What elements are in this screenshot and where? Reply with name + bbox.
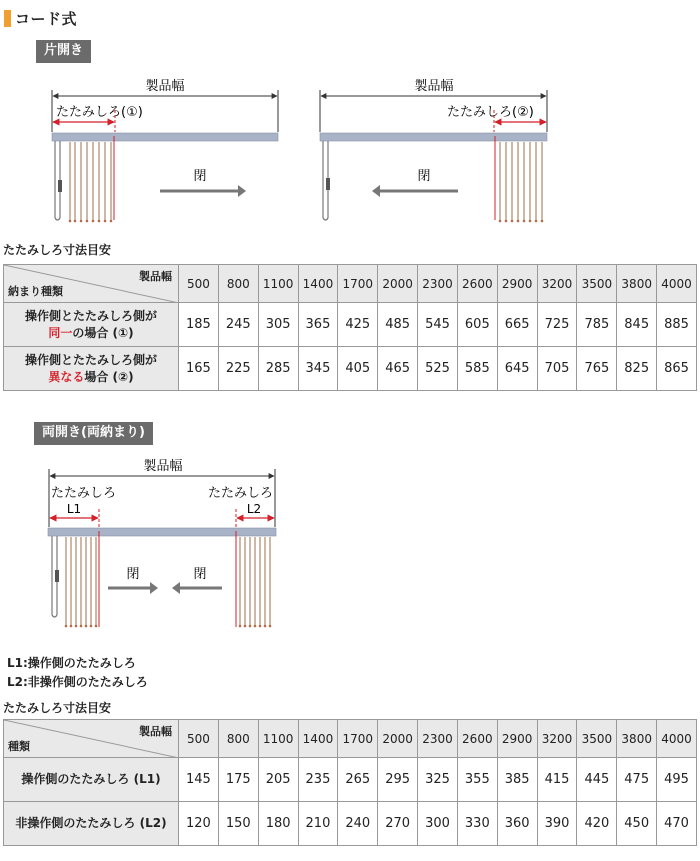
table2-width-cell: 2600	[457, 720, 497, 758]
row-label-emphasis: 異なる	[48, 369, 85, 384]
product-width-label-3: 製品幅	[143, 459, 183, 474]
table2-width-cell: 1700	[338, 720, 378, 758]
close-label-2: 閉	[417, 169, 431, 184]
single-open-tag: 片開き	[36, 40, 91, 63]
stack-label-2: たたみしろ(②)	[447, 105, 534, 120]
table1-width-cell: 2600	[457, 265, 497, 303]
table-cell: 295	[378, 758, 418, 802]
table1-corner-cell	[4, 265, 179, 303]
table-cell: 845	[617, 303, 657, 347]
note-l2: L2:非操作側のたたみしろ	[7, 675, 148, 689]
title-accent-bar	[4, 10, 11, 27]
table-cell: 545	[418, 303, 458, 347]
table-cell: 185	[179, 303, 219, 347]
table-cell: 465	[378, 347, 418, 391]
stack-label-1: たたみしろ(①)	[56, 105, 143, 120]
table1-width-cell: 1700	[338, 265, 378, 303]
table-cell: 705	[537, 347, 577, 391]
double-open-table	[3, 719, 697, 846]
table-cell: 585	[457, 347, 497, 391]
single-diagram-2	[320, 78, 547, 222]
section-title-text: コード式	[15, 10, 78, 28]
stack-label-left: たたみしろ	[51, 486, 117, 501]
table-cell: 245	[218, 303, 258, 347]
table-row	[4, 802, 697, 846]
table1-width-cell: 2300	[418, 265, 458, 303]
table-cell: 285	[258, 347, 298, 391]
table2-row-label: 操作側のたたみしろ (L1)	[4, 758, 179, 802]
table-cell: 270	[378, 802, 418, 846]
table-row	[4, 303, 697, 347]
table2-width-cell: 2300	[418, 720, 458, 758]
table2-width-cell: 800	[218, 720, 258, 758]
section-title	[4, 8, 77, 29]
table-cell: 240	[338, 802, 378, 846]
table-cell: 765	[577, 347, 617, 391]
table-cell: 865	[657, 347, 697, 391]
table1-header-row	[4, 265, 697, 303]
table-cell: 495	[657, 758, 697, 802]
table2-width-cell: 3500	[577, 720, 617, 758]
table1-width-cell: 500	[179, 265, 219, 303]
table1-width-cell: 2000	[378, 265, 418, 303]
table2-header-row	[4, 720, 697, 758]
close-label-left: 閉	[126, 567, 140, 582]
table1-width-cell: 3500	[577, 265, 617, 303]
table1-width-cell: 3200	[537, 265, 577, 303]
table2-width-cell: 3800	[617, 720, 657, 758]
table-cell: 180	[258, 802, 298, 846]
table2-width-cell: 2000	[378, 720, 418, 758]
table-cell: 235	[298, 758, 338, 802]
table1-width-cell: 4000	[657, 265, 697, 303]
table-cell: 485	[378, 303, 418, 347]
table2-width-cell: 3200	[537, 720, 577, 758]
table-cell: 325	[418, 758, 458, 802]
close-label-1: 閉	[193, 169, 207, 184]
table-cell: 150	[218, 802, 258, 846]
table-cell: 265	[338, 758, 378, 802]
product-width-label-2: 製品幅	[414, 79, 454, 94]
double-open-tag: 両開き(両納まり)	[34, 422, 153, 445]
table2-width-cell: 1100	[258, 720, 298, 758]
table2-corner-bottom: 種類	[8, 740, 30, 753]
table2-width-cell: 500	[179, 720, 219, 758]
table-row	[4, 758, 697, 802]
table-cell: 725	[537, 303, 577, 347]
single-diagram-1	[52, 78, 278, 222]
row-label-rest: の場合 (①)	[72, 325, 134, 340]
close-label-right: 閉	[193, 567, 207, 582]
table-cell: 665	[497, 303, 537, 347]
row-label-line1: 操作側とたたみしろ側が	[24, 352, 157, 367]
table-cell: 300	[418, 802, 458, 846]
l1-label: L1	[66, 502, 82, 516]
table1-width-cell: 1100	[258, 265, 298, 303]
table-cell: 225	[218, 347, 258, 391]
table-cell: 305	[258, 303, 298, 347]
stack-label-right: たたみしろ	[207, 486, 273, 501]
row-label-rest: 場合 (②)	[84, 369, 134, 384]
table-cell: 605	[457, 303, 497, 347]
table-cell: 445	[577, 758, 617, 802]
table2-width-cell: 4000	[657, 720, 697, 758]
table1-title: たたみしろ寸法目安	[3, 243, 112, 257]
table-row	[4, 347, 697, 391]
table-cell: 825	[617, 347, 657, 391]
table1-row-label	[4, 347, 179, 391]
table-cell: 525	[418, 347, 458, 391]
table-cell: 385	[497, 758, 537, 802]
table1-width-cell: 1400	[298, 265, 338, 303]
table-cell: 145	[179, 758, 219, 802]
l2-label: L2	[246, 502, 262, 516]
table-cell: 470	[657, 802, 697, 846]
double-open-diagram	[0, 455, 700, 640]
row-label-emphasis: 同一	[48, 325, 73, 340]
table-cell: 360	[497, 802, 537, 846]
table-cell: 365	[298, 303, 338, 347]
table-cell: 330	[457, 802, 497, 846]
table2-row-label: 非操作側のたたみしろ (L2)	[4, 802, 179, 846]
table-cell: 645	[497, 347, 537, 391]
table2-corner-cell	[4, 720, 179, 758]
table-cell: 885	[657, 303, 697, 347]
table-cell: 210	[298, 802, 338, 846]
table-cell: 390	[537, 802, 577, 846]
table-cell: 420	[577, 802, 617, 846]
note-l1: L1:操作側のたたみしろ	[7, 656, 136, 670]
table2-width-cell: 2900	[497, 720, 537, 758]
table-cell: 475	[617, 758, 657, 802]
table1-width-cell: 2900	[497, 265, 537, 303]
table2-width-cell: 1400	[298, 720, 338, 758]
table-cell: 120	[179, 802, 219, 846]
table-cell: 205	[258, 758, 298, 802]
table-cell: 345	[298, 347, 338, 391]
table-cell: 405	[338, 347, 378, 391]
table1-corner-top: 製品幅	[139, 270, 172, 283]
table-cell: 785	[577, 303, 617, 347]
table1-corner-bottom: 納まり種類	[8, 285, 63, 298]
table-cell: 165	[179, 347, 219, 391]
table1-row-label	[4, 303, 179, 347]
table1-width-cell: 3800	[617, 265, 657, 303]
table-cell: 415	[537, 758, 577, 802]
single-open-diagram	[0, 70, 700, 230]
table-cell: 450	[617, 802, 657, 846]
product-width-label: 製品幅	[145, 79, 185, 94]
table-cell: 175	[218, 758, 258, 802]
table-cell: 425	[338, 303, 378, 347]
table2-corner-top: 製品幅	[139, 725, 172, 738]
single-open-table	[3, 264, 697, 391]
table2-title: たたみしろ寸法目安	[3, 701, 112, 715]
table-cell: 355	[457, 758, 497, 802]
table1-width-cell: 800	[218, 265, 258, 303]
row-label-line1: 操作側とたたみしろ側が	[24, 308, 157, 323]
